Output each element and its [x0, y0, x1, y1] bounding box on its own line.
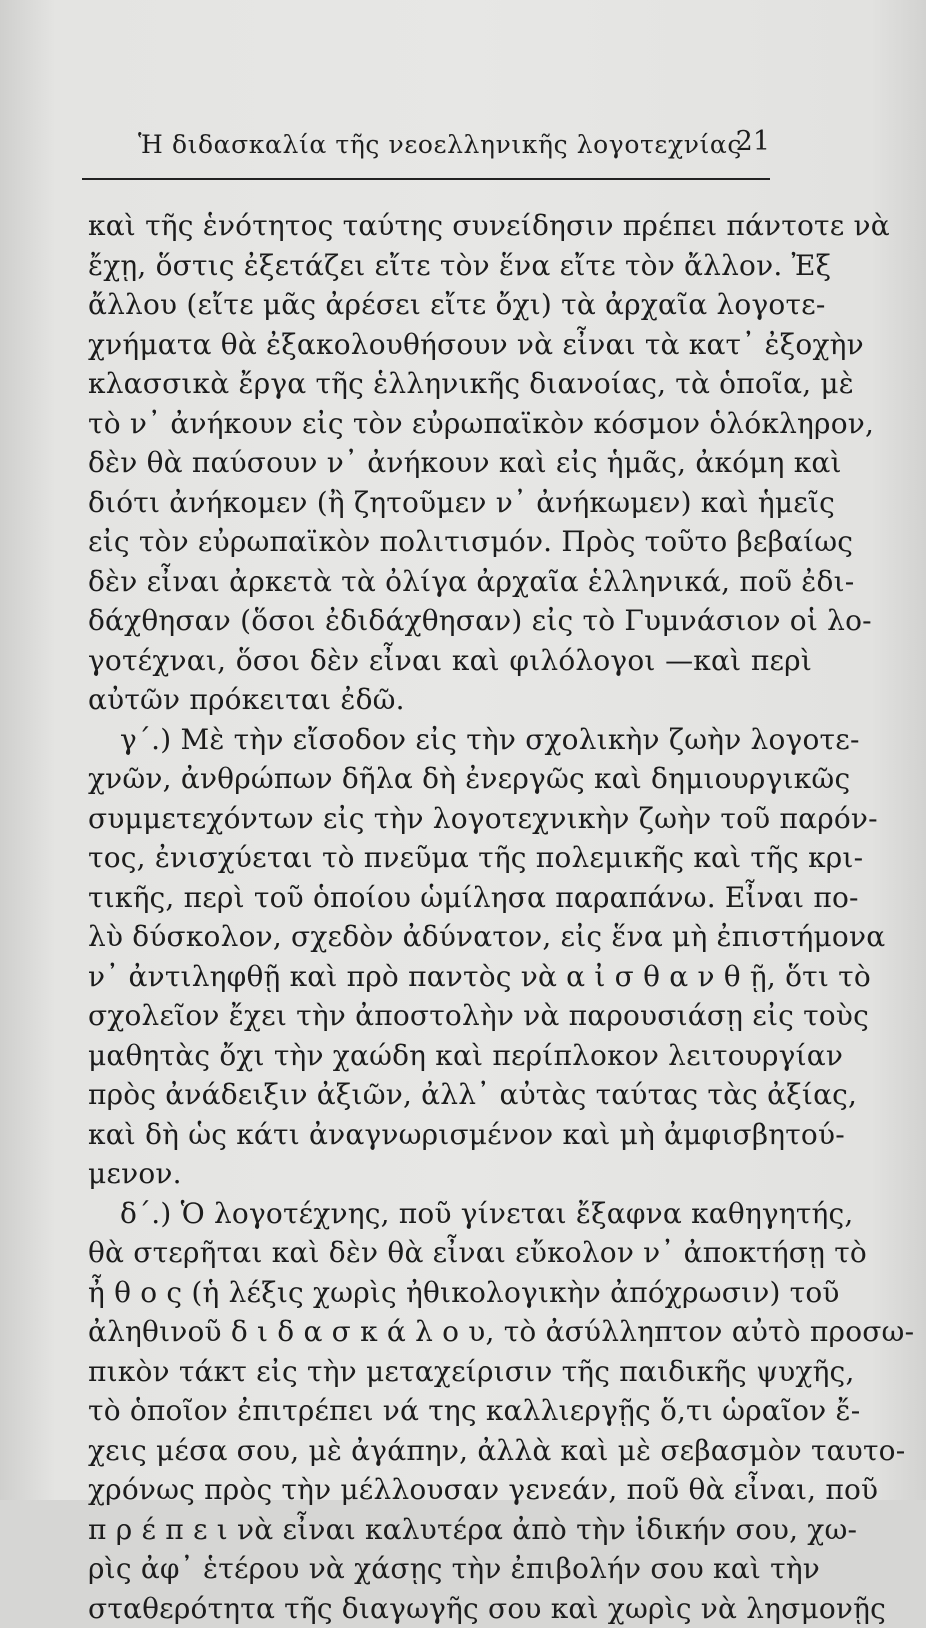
- text-line: ἄλλου (εἴτε μᾶς ἀρέσει εἴτε ὄχι) τὰ ἀρχαῖα λογοτε-: [88, 285, 812, 325]
- text-line: συμμετεχόντων εἰς τὴν λογοτεχνικὴν ζωὴν τοῦ παρόν-: [88, 799, 812, 839]
- text-line: πρὸς ἀνάδειξιν ἀξιῶν, ἀλλ᾽ αὐτὰς ταύτας τὰς ἀξίας,: [88, 1075, 812, 1115]
- text-line: ρὶς ἀφ᾽ ἑτέρου νὰ χάσῃς τὴν ἐπιβολήν σου καὶ τὴν: [88, 1549, 812, 1589]
- text-line: τος, ἐνισχύεται τὸ πνεῦμα τῆς πολεμικῆς καὶ τῆς κρι-: [88, 838, 812, 878]
- text-line: θὰ στερῆται καὶ δὲν θὰ εἶναι εὔκολον ν᾽ ἀποκτήσῃ τὸ: [88, 1233, 812, 1273]
- text-line: δὲν εἶναι ἀρκετὰ τὰ ὀλίγα ἀρχαῖα ἑλληνικά, ποῦ ἐδι-: [88, 562, 812, 602]
- text-line: τὸ ν᾽ ἀνήκουν εἰς τὸν εὐρωπαϊκὸν κόσμον ὁλόκληρον,: [88, 404, 812, 444]
- text-line: γ΄.) Μὲ τὴν εἴσοδον εἰς τὴν σχολικὴν ζωὴν λογοτε-: [88, 720, 812, 760]
- text-line: κλασσικὰ ἔργα τῆς ἑλληνικῆς διανοίας, τὰ ὁποῖα, μὲ: [88, 364, 812, 404]
- text-line: χνήματα θὰ ἐξακολουθήσουν νὰ εἶναι τὰ κατ᾽ ἐξοχὴν: [88, 325, 812, 365]
- text-line: ἀληθινοῦ δ ι δ α σ κ ά λ ο υ, τὸ ἀσύλληπτον αὐτὸ προσω-: [88, 1312, 812, 1352]
- text-line: λὺ δύσκολον, σχεδὸν ἀδύνατον, εἰς ἕνα μὴ ἐπιστήμονα: [88, 917, 812, 957]
- text-line: αὐτῶν πρόκειται ἐδῶ.: [88, 680, 812, 720]
- text-line: ἔχῃ, ὅστις ἐξετάζει εἴτε τὸν ἕνα εἴτε τὸν ἄλλον. Ἐξ: [88, 246, 812, 286]
- page-number: 21: [736, 126, 770, 157]
- text-line: εἰς τὸν εὐρωπαϊκὸν πολιτισμόν. Πρὸς τοῦτο βεβαίως: [88, 522, 812, 562]
- text-line: τὸ ὁποῖον ἐπιτρέπει νά της καλλιεργῇς ὅ,τι ὡραῖον ἔ-: [88, 1391, 812, 1431]
- text-line: χρόνως πρὸς τὴν μέλλουσαν γενεάν, ποῦ θὰ εἶναι, ποῦ: [88, 1470, 812, 1510]
- text-line: πικὸν τάκτ εἰς τὴν μεταχείρισιν τῆς παιδικῆς ψυχῆς,: [88, 1352, 812, 1392]
- text-line: σχολεῖον ἔχει τὴν ἀποστολὴν νὰ παρουσιάσῃ εἰς τοὺς: [88, 996, 812, 1036]
- text-line: διότι ἀνήκομεν (ἢ ζητοῦμεν ν᾽ ἀνήκωμεν) καὶ ἡμεῖς: [88, 483, 812, 523]
- text-line: π ρ έ π ε ι νὰ εἶναι καλυτέρα ἀπὸ τὴν ἰδικήν σου, χω-: [88, 1510, 812, 1550]
- text-line: ν᾽ ἀντιληφθῇ καὶ πρὸ παντὸς νὰ α ἰ σ θ α ν θ ῇ, ὅτι τὸ: [88, 957, 812, 997]
- text-line: γοτέχναι, ὅσοι δὲν εἶναι καὶ φιλόλογοι —καὶ περὶ: [88, 641, 812, 681]
- text-line: δ΄.) Ὁ λογοτέχνης, ποῦ γίνεται ἔξαφνα καθηγητής,: [88, 1194, 812, 1234]
- running-header-title: Ἡ διδασκαλία τῆς νεοελληνικῆς λογοτεχνίας: [138, 130, 742, 159]
- running-header: [82, 126, 770, 180]
- text-line: καὶ τῆς ἑνότητος ταύτης συνείδησιν πρέπει πάντοτε νὰ: [88, 206, 812, 246]
- text-line: χεις μέσα σου, μὲ ἀγάπην, ἀλλὰ καὶ μὲ σεβασμὸν ταυτο-: [88, 1431, 812, 1471]
- text-line: μαθητὰς ὄχι τὴν χαώδη καὶ περίπλοκον λειτουργίαν: [88, 1036, 812, 1076]
- text-line: καὶ δὴ ὡς κάτι ἀναγνωρισμένον καὶ μὴ ἀμφισβητού-: [88, 1115, 812, 1155]
- text-line: σταθερότητα τῆς διαγωγῆς σου καὶ χωρὶς νὰ λησμονῇς: [88, 1589, 812, 1628]
- body-text: [88, 206, 812, 1628]
- text-line: τικῆς, περὶ τοῦ ὁποίου ὡμίλησα παραπάνω. Εἶναι πο-: [88, 878, 812, 918]
- text-line: δὲν θὰ παύσουν ν᾽ ἀνήκουν καὶ εἰς ἡμᾶς, ἀκόμη καὶ: [88, 443, 812, 483]
- text-line: χνῶν, ἀνθρώπων δῆλα δὴ ἐνεργῶς καὶ δημιουργικῶς: [88, 759, 812, 799]
- text-line: δάχθησαν (ὅσοι ἐδιδάχθησαν) εἰς τὸ Γυμνάσιον οἱ λο-: [88, 601, 812, 641]
- text-line: ἦ θ ο ς (ἡ λέξις χωρὶς ἠθικολογικὴν ἀπόχρωσιν) τοῦ: [88, 1273, 812, 1313]
- text-line: μενον.: [88, 1154, 812, 1194]
